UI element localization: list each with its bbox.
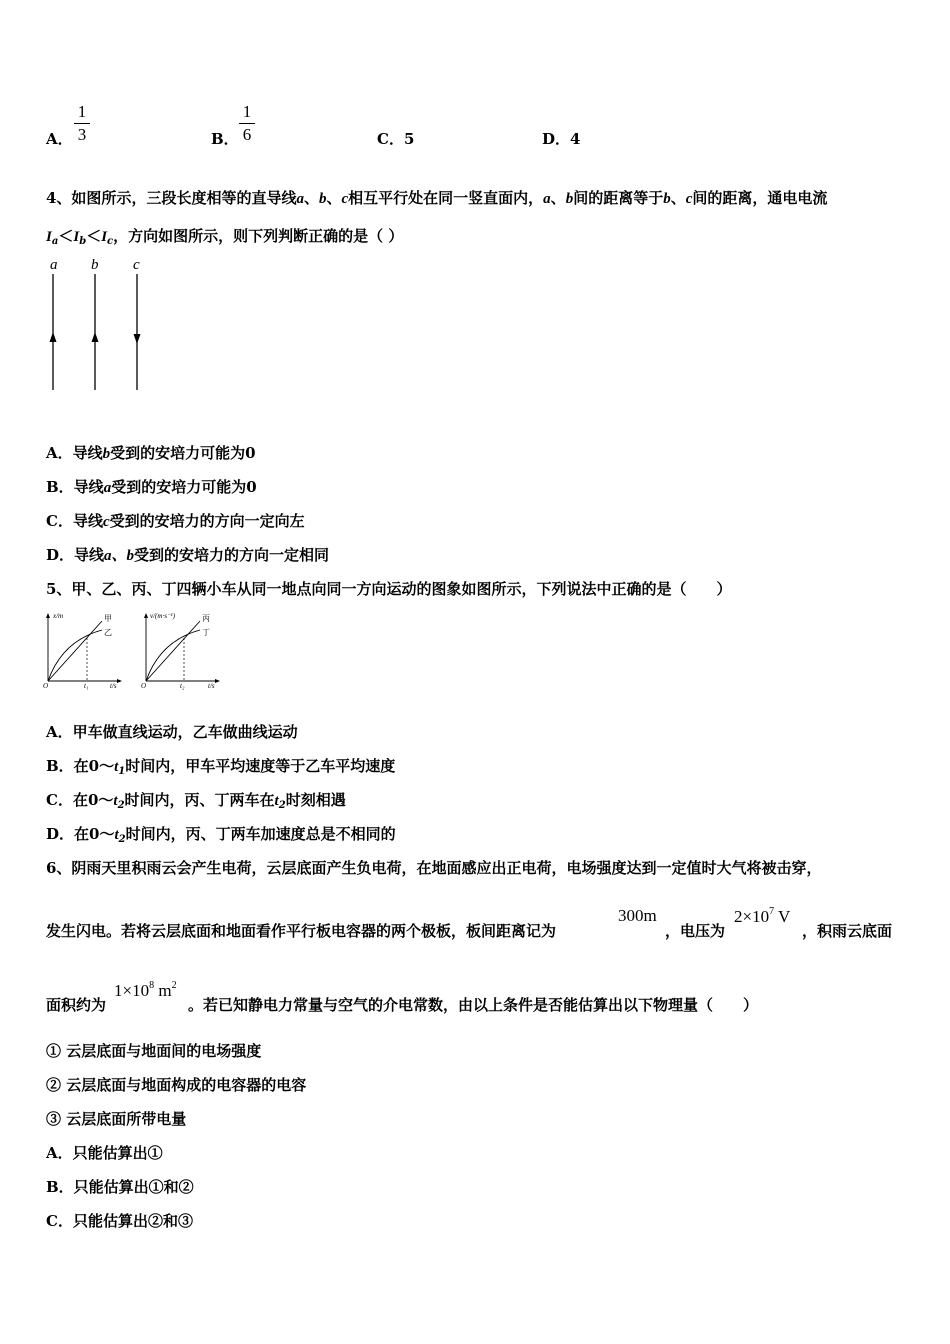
- wire-a-label: a: [50, 257, 58, 273]
- q4-stem-line2: $I_a<I_b<I_c$，方向如图所示，则下列判断正确的是（ ）: [46, 227, 404, 247]
- q6-distance-value: 300m: [618, 906, 657, 925]
- q3-option-a-label: A．: [46, 130, 73, 148]
- q3-option-d: D．4: [542, 130, 581, 148]
- fraction-bar: [239, 123, 255, 124]
- wire-a-arrow-up-icon: [50, 332, 57, 342]
- q5-graph-xt: [40, 606, 130, 690]
- graph1-origin: O: [43, 682, 49, 690]
- graph2-curve-bing-label: 丙: [202, 614, 210, 623]
- q6-stem-line2: 发生闪电。若将云层底面和地面看作平行板电容器的两个极板，板间距离记为: [46, 922, 557, 940]
- q5-option-c: C．在$0\sim t_2$时间内，丙、丁两车在$t_2$时刻相遇: [46, 791, 346, 811]
- graph2-curve-bing: [146, 621, 200, 681]
- q6-stem-line2-c: ，积雨云底面: [802, 922, 893, 940]
- graph1-tick-t1: t₁: [84, 682, 89, 690]
- q3-option-a: [46, 128, 73, 149]
- graph1-x-arrow-icon: [117, 679, 122, 683]
- q3-option-b-fraction: [239, 103, 255, 144]
- wire-b-label: b: [91, 257, 99, 273]
- q6-stem-line2-b: ，电压为: [665, 922, 726, 940]
- graph1-y-arrow-icon: [46, 613, 50, 618]
- q6-stem-line3: 面积约为: [46, 996, 107, 1014]
- wire-c-arrow-down-icon: [134, 334, 141, 344]
- graph1-curve-jia: [48, 621, 102, 681]
- fraction-denominator: 3: [77, 125, 87, 144]
- q5-stem: 5、甲、乙、丙、丁四辆小车从同一地点向同一方向运动的图象如图所示，下列说法中正确的是（ ）: [46, 580, 732, 598]
- q4-option-b: B．导线a受到的安培力可能为0: [46, 478, 257, 496]
- graph2-tick-t2: t₂: [180, 682, 185, 690]
- graph2-ylabel: v/(m·s⁻¹): [150, 612, 176, 620]
- graph1-curve-yi: [48, 630, 102, 681]
- q6-item-1: ① 云层底面与地面间的电场强度: [46, 1042, 262, 1060]
- fraction-numerator: 1: [77, 102, 87, 121]
- wire-b-arrow-up-icon: [92, 332, 99, 342]
- q6-item-2: ② 云层底面与地面构成的电容器的电容: [46, 1076, 307, 1094]
- q5-option-a: A．甲车做直线运动，乙车做曲线运动: [46, 723, 298, 741]
- q6-area-value: $1\times 10^8$ $m^2$: [114, 980, 177, 1000]
- q6-option-c: C．只能估算出②和③: [46, 1212, 193, 1230]
- graph2-curve-ding-label: 丁: [202, 628, 210, 637]
- q4-option-a: A．导线b受到的安培力可能为0: [46, 444, 256, 462]
- q5-option-d: D．在$0\sim t_2$时间内，丙、丁两车加速度总是不相同的: [46, 825, 396, 845]
- q6-option-a: A．只能估算出①: [46, 1144, 163, 1162]
- graph1-ylabel: x/m: [53, 612, 64, 620]
- q4-option-d: D．导线a、b受到的安培力的方向一定相同: [46, 546, 330, 564]
- graph2-xlabel: t/s: [208, 682, 215, 690]
- q6-option-b: B．只能估算出①和②: [46, 1178, 194, 1196]
- fraction-bar: [74, 123, 90, 124]
- q6-stem-line3-b: 。若已知静电力常量与空气的介电常数，由以上条件是否能估算出以下物理量（ ）: [188, 996, 759, 1014]
- graph1-curve-jia-label: 甲: [104, 614, 112, 623]
- q6-item-3: ③ 云层底面所带电量: [46, 1110, 187, 1128]
- q3-option-b: [211, 128, 239, 149]
- q4-wires-figure: [40, 252, 160, 397]
- q3-option-b-label: B．: [211, 130, 239, 148]
- graph2-x-arrow-icon: [215, 679, 220, 683]
- q4-stem-line1: 4、如图所示，三段长度相等的直导线a、b、c相互平行处在同一竖直面内，a、b间的距离等于b、c间的距离，通电电流: [46, 189, 828, 207]
- q6-voltage-value: $2\times 10^7$ V: [734, 906, 791, 926]
- graph2-curve-ding: [146, 630, 200, 681]
- graph2-y-arrow-icon: [144, 613, 148, 618]
- q3-option-a-fraction: [74, 103, 90, 144]
- q4-option-c: C．导线c受到的安培力的方向一定向左: [46, 512, 305, 530]
- fraction-denominator: 6: [242, 125, 252, 144]
- fraction-numerator: 1: [242, 102, 252, 121]
- graph2-origin: O: [141, 682, 147, 690]
- q5-graph-vt: [138, 606, 228, 690]
- wire-c-label: c: [133, 257, 140, 273]
- graph1-xlabel: t/s: [110, 682, 117, 690]
- q3-option-c: C．5: [377, 130, 415, 148]
- graph1-curve-yi-label: 乙: [104, 628, 112, 637]
- q6-stem-line1: 6、阴雨天里积雨云会产生电荷，云层底面产生负电荷，在地面感应出正电荷，电场强度达到一定值时大气将被击穿，: [46, 859, 822, 877]
- q5-option-b: B．在$0\sim t_1$时间内，甲车平均速度等于乙车平均速度: [46, 757, 396, 777]
